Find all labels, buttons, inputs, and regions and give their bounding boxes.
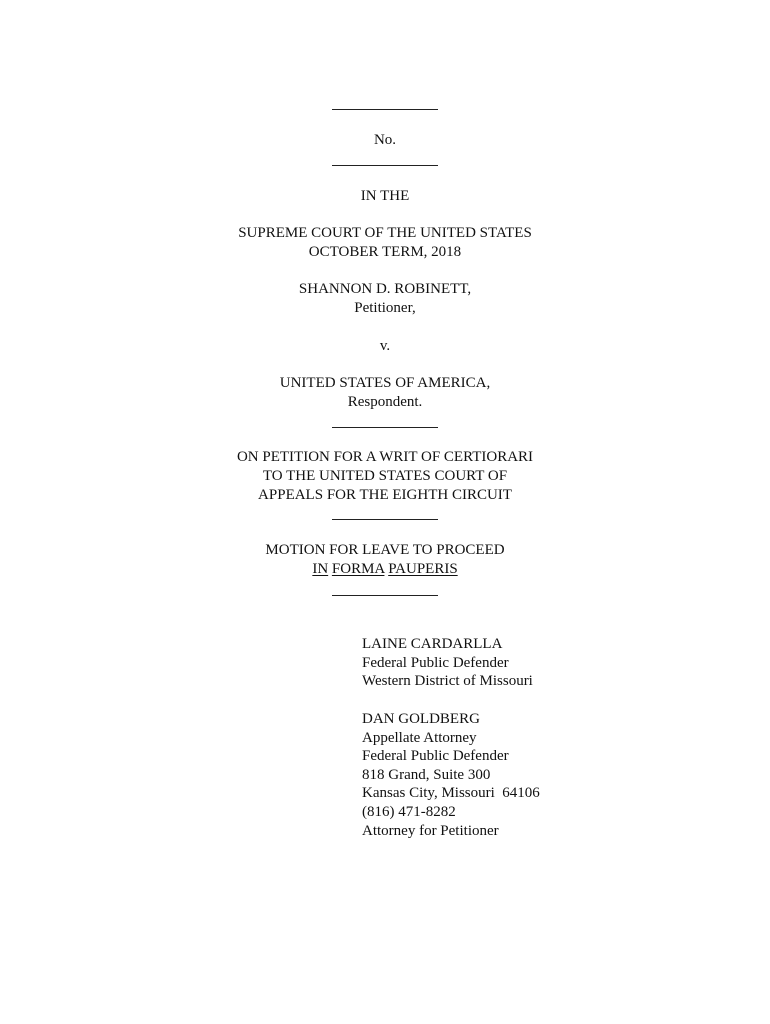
court-name: SUPREME COURT OF THE UNITED STATES: [238, 225, 532, 241]
docket-divider-rule: [332, 165, 438, 166]
petitioner-name: SHANNON D. ROBINETT,: [298, 281, 472, 297]
attorney-role: Attorney for Petitioner: [362, 822, 499, 839]
attorney-phone: (816) 471-8282: [362, 803, 456, 820]
petition-line-1: ON PETITION FOR A WRIT OF CERTIORARI: [236, 449, 534, 465]
motion-word-pauperis: PAUPERIS: [388, 561, 458, 577]
motion-word-forma: FORMA: [331, 561, 385, 577]
in-the-heading: IN THE: [360, 188, 410, 204]
respondent-role: Respondent.: [347, 394, 423, 410]
federal-defender-block: [362, 635, 533, 691]
respondent-name: UNITED STATES OF AMERICA,: [279, 375, 491, 391]
motion-word-in: IN: [312, 561, 329, 577]
versus-label: v.: [379, 338, 391, 354]
top-divider-rule: [332, 109, 438, 110]
attorney-title: Appellate Attorney: [362, 729, 477, 746]
petition-divider-rule: [332, 519, 438, 520]
court-term: OCTOBER TERM, 2018: [308, 244, 462, 260]
attorney-block: [362, 710, 540, 840]
motion-divider-rule: [332, 595, 438, 596]
parties-divider-rule: [332, 427, 438, 428]
attorney-street-address: 818 Grand, Suite 300: [362, 766, 491, 783]
petition-line-3: APPEALS FOR THE EIGHTH CIRCUIT: [258, 487, 512, 503]
defender-district: Western District of Missouri: [362, 673, 533, 690]
attorney-name: DAN GOLDBERG: [362, 711, 480, 727]
attorney-office: Federal Public Defender: [362, 748, 509, 765]
defender-title: Federal Public Defender: [362, 654, 509, 671]
defender-name: LAINE CARDARLLA: [362, 636, 503, 652]
attorney-city-state-zip: Kansas City, Missouri 64106: [362, 785, 540, 802]
docket-number-label: No.: [373, 132, 397, 148]
petitioner-role: Petitioner,: [354, 300, 416, 316]
petition-line-2: TO THE UNITED STATES COURT OF: [262, 468, 508, 484]
motion-title-line-2: [0, 560, 770, 579]
motion-title-line-1: MOTION FOR LEAVE TO PROCEED: [265, 542, 505, 558]
